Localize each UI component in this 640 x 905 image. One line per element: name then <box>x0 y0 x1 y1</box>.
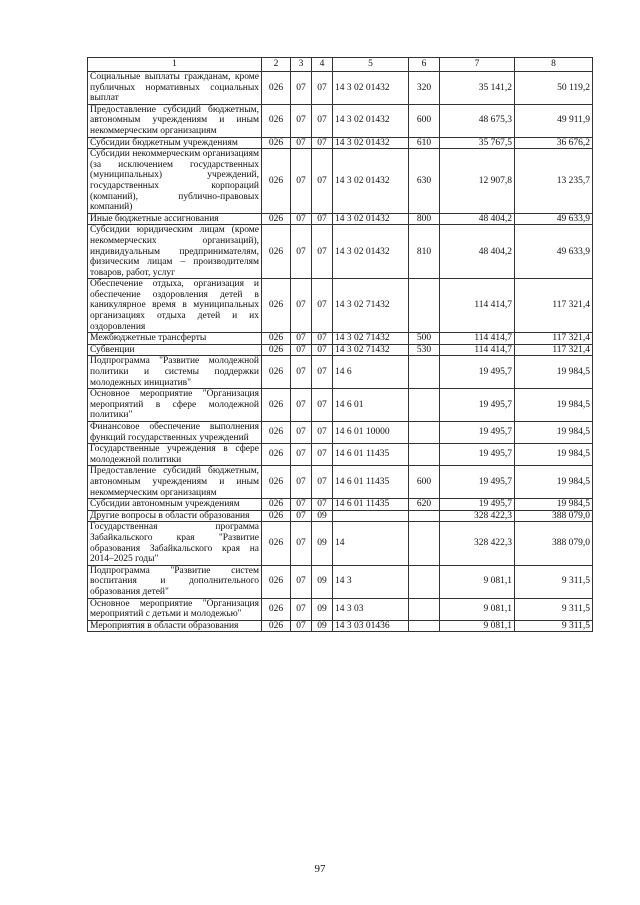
amount-year2-cell: 13 235,7 <box>515 149 593 214</box>
target-article-cell: 14 6 01 11435 <box>333 444 409 466</box>
subsection-code-cell: 09 <box>312 510 333 522</box>
item-name-cell: Субсидии юридическим лицам (кроме некоммерческих организаций), индивидуальным предпринимателям, физическим лицам – производителям товаров, работ, услуг <box>88 225 262 279</box>
section-code-cell: 07 <box>291 522 312 565</box>
expense-type-cell: 810 <box>409 225 440 279</box>
ministry-code-cell: 026 <box>262 565 291 598</box>
target-article-cell: 14 6 <box>333 356 409 389</box>
item-name-cell: Основное мероприятие "Организация мероприятий с детьми и молодежью" <box>88 598 262 620</box>
section-code-cell: 07 <box>291 137 312 149</box>
subsection-code-cell: 07 <box>312 104 333 137</box>
ministry-code-cell: 026 <box>262 499 291 511</box>
table-row <box>88 225 593 279</box>
table-row <box>88 279 593 333</box>
table-body <box>88 58 593 632</box>
item-name-cell: Предоставление субсидий бюджетным, автономным учреждениям и иным некоммерческим организациям <box>88 104 262 137</box>
expense-type-cell: 320 <box>409 72 440 105</box>
subsection-code-cell: 07 <box>312 499 333 511</box>
table-row <box>88 466 593 499</box>
ministry-code-cell: 026 <box>262 104 291 137</box>
table-row <box>88 499 593 511</box>
ministry-code-cell: 026 <box>262 510 291 522</box>
amount-year1-cell: 328 422,3 <box>440 522 515 565</box>
expense-type-cell <box>409 422 440 444</box>
ministry-code-cell: 026 <box>262 72 291 105</box>
table-row <box>88 565 593 598</box>
amount-year1-cell: 9 081,1 <box>440 565 515 598</box>
subsection-code-cell: 07 <box>312 149 333 214</box>
item-name-cell: Подпрограмма "Развитие систем воспитания и дополнительного образования детей" <box>88 565 262 598</box>
target-article-cell: 14 3 02 01432 <box>333 213 409 225</box>
table-row <box>88 422 593 444</box>
item-name-cell: Финансовое обеспечение выполнения функций государственных учреждений <box>88 422 262 444</box>
table-row <box>88 444 593 466</box>
expense-type-cell: 530 <box>409 344 440 356</box>
target-article-cell: 14 3 02 71432 <box>333 344 409 356</box>
table-row <box>88 104 593 137</box>
section-code-cell: 07 <box>291 344 312 356</box>
amount-year1-cell: 35 767,5 <box>440 137 515 149</box>
header-cell: 5 <box>333 58 409 72</box>
header-cell: 3 <box>291 58 312 72</box>
amount-year2-cell: 19 984,5 <box>515 444 593 466</box>
item-name-cell: Предоставление субсидий бюджетным, автономным учреждениям и иным некоммерческим организациям <box>88 466 262 499</box>
amount-year1-cell: 114 414,7 <box>440 279 515 333</box>
table-row <box>88 213 593 225</box>
amount-year1-cell: 48 404,2 <box>440 225 515 279</box>
ministry-code-cell: 026 <box>262 356 291 389</box>
target-article-cell: 14 3 02 01432 <box>333 72 409 105</box>
header-cell: 4 <box>312 58 333 72</box>
amount-year2-cell: 117 321,4 <box>515 344 593 356</box>
table-row <box>88 149 593 214</box>
target-article-cell: 14 3 02 01432 <box>333 104 409 137</box>
item-name-cell: Субсидии некоммерческим организациям (за исключением государственных (муниципальных) учреждений, государственных корпораций (компаний), публично-правовых компаний) <box>88 149 262 214</box>
amount-year1-cell: 48 675,3 <box>440 104 515 137</box>
subsection-code-cell: 07 <box>312 137 333 149</box>
target-article-cell: 14 3 02 01432 <box>333 137 409 149</box>
target-article-cell: 14 3 02 71432 <box>333 279 409 333</box>
amount-year1-cell: 19 495,7 <box>440 422 515 444</box>
expense-type-cell <box>409 356 440 389</box>
ministry-code-cell: 026 <box>262 598 291 620</box>
ministry-code-cell: 026 <box>262 620 291 632</box>
item-name-cell: Подпрограмма "Развитие молодежной политики и системы поддержки молодежных инициатив" <box>88 356 262 389</box>
item-name-cell: Государственная программа Забайкальского края "Развитие образования Забайкальского края на 2014–2025 годы" <box>88 522 262 565</box>
target-article-cell: 14 6 01 11435 <box>333 466 409 499</box>
expense-type-cell: 610 <box>409 137 440 149</box>
header-cell: 6 <box>409 58 440 72</box>
amount-year1-cell: 19 495,7 <box>440 389 515 422</box>
subsection-code-cell: 09 <box>312 522 333 565</box>
subsection-code-cell: 07 <box>312 333 333 345</box>
ministry-code-cell: 026 <box>262 137 291 149</box>
amount-year1-cell: 9 081,1 <box>440 598 515 620</box>
amount-year1-cell: 35 141,2 <box>440 72 515 105</box>
table-row <box>88 510 593 522</box>
ministry-code-cell: 026 <box>262 279 291 333</box>
expense-type-cell <box>409 522 440 565</box>
target-article-cell: 14 6 01 10000 <box>333 422 409 444</box>
section-code-cell: 07 <box>291 104 312 137</box>
section-code-cell: 07 <box>291 72 312 105</box>
item-name-cell: Субвенции <box>88 344 262 356</box>
subsection-code-cell: 07 <box>312 213 333 225</box>
amount-year1-cell: 114 414,7 <box>440 344 515 356</box>
header-cell: 8 <box>515 58 593 72</box>
section-code-cell: 07 <box>291 213 312 225</box>
amount-year2-cell: 19 984,5 <box>515 422 593 444</box>
subsection-code-cell: 07 <box>312 72 333 105</box>
item-name-cell: Мероприятия в области образования <box>88 620 262 632</box>
section-code-cell: 07 <box>291 620 312 632</box>
expense-type-cell: 630 <box>409 149 440 214</box>
subsection-code-cell: 07 <box>312 344 333 356</box>
expense-type-cell <box>409 444 440 466</box>
expense-type-cell <box>409 279 440 333</box>
section-code-cell: 07 <box>291 598 312 620</box>
target-article-cell: 14 3 02 71432 <box>333 333 409 345</box>
ministry-code-cell: 026 <box>262 344 291 356</box>
expense-type-cell: 800 <box>409 213 440 225</box>
amount-year2-cell: 50 119,2 <box>515 72 593 105</box>
ministry-code-cell: 026 <box>262 422 291 444</box>
budget-table <box>87 57 593 632</box>
expense-type-cell <box>409 598 440 620</box>
header-cell: 2 <box>262 58 291 72</box>
section-code-cell: 07 <box>291 499 312 511</box>
page-number: 97 <box>314 863 326 875</box>
section-code-cell: 07 <box>291 279 312 333</box>
amount-year2-cell: 9 311,5 <box>515 598 593 620</box>
subsection-code-cell: 07 <box>312 444 333 466</box>
ministry-code-cell: 026 <box>262 389 291 422</box>
subsection-code-cell: 09 <box>312 620 333 632</box>
amount-year2-cell: 9 311,5 <box>515 565 593 598</box>
header-cell: 7 <box>440 58 515 72</box>
amount-year2-cell: 388 079,0 <box>515 522 593 565</box>
item-name-cell: Иные бюджетные ассигнования <box>88 213 262 225</box>
section-code-cell: 07 <box>291 444 312 466</box>
amount-year2-cell: 49 633,9 <box>515 225 593 279</box>
item-name-cell: Субсидии бюджетным учреждениям <box>88 137 262 149</box>
amount-year2-cell: 19 984,5 <box>515 466 593 499</box>
target-article-cell: 14 3 02 01432 <box>333 149 409 214</box>
table-header-row <box>88 58 593 72</box>
target-article-cell: 14 3 02 01432 <box>333 225 409 279</box>
section-code-cell: 07 <box>291 466 312 499</box>
section-code-cell: 07 <box>291 225 312 279</box>
expense-type-cell <box>409 620 440 632</box>
table-row <box>88 598 593 620</box>
ministry-code-cell: 026 <box>262 466 291 499</box>
subsection-code-cell: 07 <box>312 422 333 444</box>
target-article-cell: 14 <box>333 522 409 565</box>
expense-type-cell <box>409 389 440 422</box>
amount-year2-cell: 36 676,2 <box>515 137 593 149</box>
subsection-code-cell: 09 <box>312 565 333 598</box>
amount-year2-cell: 117 321,4 <box>515 333 593 345</box>
subsection-code-cell: 07 <box>312 356 333 389</box>
ministry-code-cell: 026 <box>262 213 291 225</box>
amount-year2-cell: 49 633,9 <box>515 213 593 225</box>
target-article-cell: 14 6 01 <box>333 389 409 422</box>
amount-year2-cell: 19 984,5 <box>515 389 593 422</box>
section-code-cell: 07 <box>291 510 312 522</box>
section-code-cell: 07 <box>291 389 312 422</box>
amount-year1-cell: 48 404,2 <box>440 213 515 225</box>
expense-type-cell: 620 <box>409 499 440 511</box>
amount-year1-cell: 12 907,8 <box>440 149 515 214</box>
section-code-cell: 07 <box>291 422 312 444</box>
subsection-code-cell: 07 <box>312 389 333 422</box>
table-row <box>88 620 593 632</box>
item-name-cell: Межбюджетные трансферты <box>88 333 262 345</box>
expense-type-cell: 600 <box>409 104 440 137</box>
ministry-code-cell: 026 <box>262 149 291 214</box>
amount-year1-cell: 114 414,7 <box>440 333 515 345</box>
target-article-cell <box>333 510 409 522</box>
expense-type-cell <box>409 510 440 522</box>
header-cell: 1 <box>88 58 262 72</box>
section-code-cell: 07 <box>291 356 312 389</box>
ministry-code-cell: 026 <box>262 522 291 565</box>
amount-year1-cell: 19 495,7 <box>440 466 515 499</box>
amount-year1-cell: 19 495,7 <box>440 356 515 389</box>
section-code-cell: 07 <box>291 565 312 598</box>
amount-year1-cell: 19 495,7 <box>440 499 515 511</box>
amount-year2-cell: 388 079,0 <box>515 510 593 522</box>
amount-year1-cell: 19 495,7 <box>440 444 515 466</box>
table-row <box>88 522 593 565</box>
section-code-cell: 07 <box>291 333 312 345</box>
amount-year2-cell: 49 911,9 <box>515 104 593 137</box>
table-row <box>88 72 593 105</box>
amount-year1-cell: 9 081,1 <box>440 620 515 632</box>
target-article-cell: 14 6 01 11435 <box>333 499 409 511</box>
table-row <box>88 344 593 356</box>
ministry-code-cell: 026 <box>262 333 291 345</box>
subsection-code-cell: 09 <box>312 598 333 620</box>
subsection-code-cell: 07 <box>312 466 333 499</box>
target-article-cell: 14 3 03 01436 <box>333 620 409 632</box>
table-row <box>88 356 593 389</box>
table-row <box>88 389 593 422</box>
section-code-cell: 07 <box>291 149 312 214</box>
amount-year2-cell: 19 984,5 <box>515 499 593 511</box>
table-row <box>88 137 593 149</box>
item-name-cell: Обеспечение отдыха, организация и обеспечение оздоровления детей в каникулярное время в муниципальных организациях отдыха детей и их оздоровления <box>88 279 262 333</box>
amount-year2-cell: 19 984,5 <box>515 356 593 389</box>
item-name-cell: Социальные выплаты гражданам, кроме публичных нормативных социальных выплат <box>88 72 262 105</box>
expense-type-cell: 600 <box>409 466 440 499</box>
table-row <box>88 333 593 345</box>
subsection-code-cell: 07 <box>312 279 333 333</box>
target-article-cell: 14 3 03 <box>333 598 409 620</box>
item-name-cell: Основное мероприятие "Организация мероприятий в сфере молодежной политики" <box>88 389 262 422</box>
item-name-cell: Субсидии автономным учреждениям <box>88 499 262 511</box>
item-name-cell: Другие вопросы в области образования <box>88 510 262 522</box>
amount-year2-cell: 117 321,4 <box>515 279 593 333</box>
item-name-cell: Государственные учреждения в сфере молодежной политики <box>88 444 262 466</box>
expense-type-cell <box>409 565 440 598</box>
ministry-code-cell: 026 <box>262 225 291 279</box>
amount-year1-cell: 328 422,3 <box>440 510 515 522</box>
expense-type-cell: 500 <box>409 333 440 345</box>
subsection-code-cell: 07 <box>312 225 333 279</box>
amount-year2-cell: 9 311,5 <box>515 620 593 632</box>
ministry-code-cell: 026 <box>262 444 291 466</box>
target-article-cell: 14 3 <box>333 565 409 598</box>
